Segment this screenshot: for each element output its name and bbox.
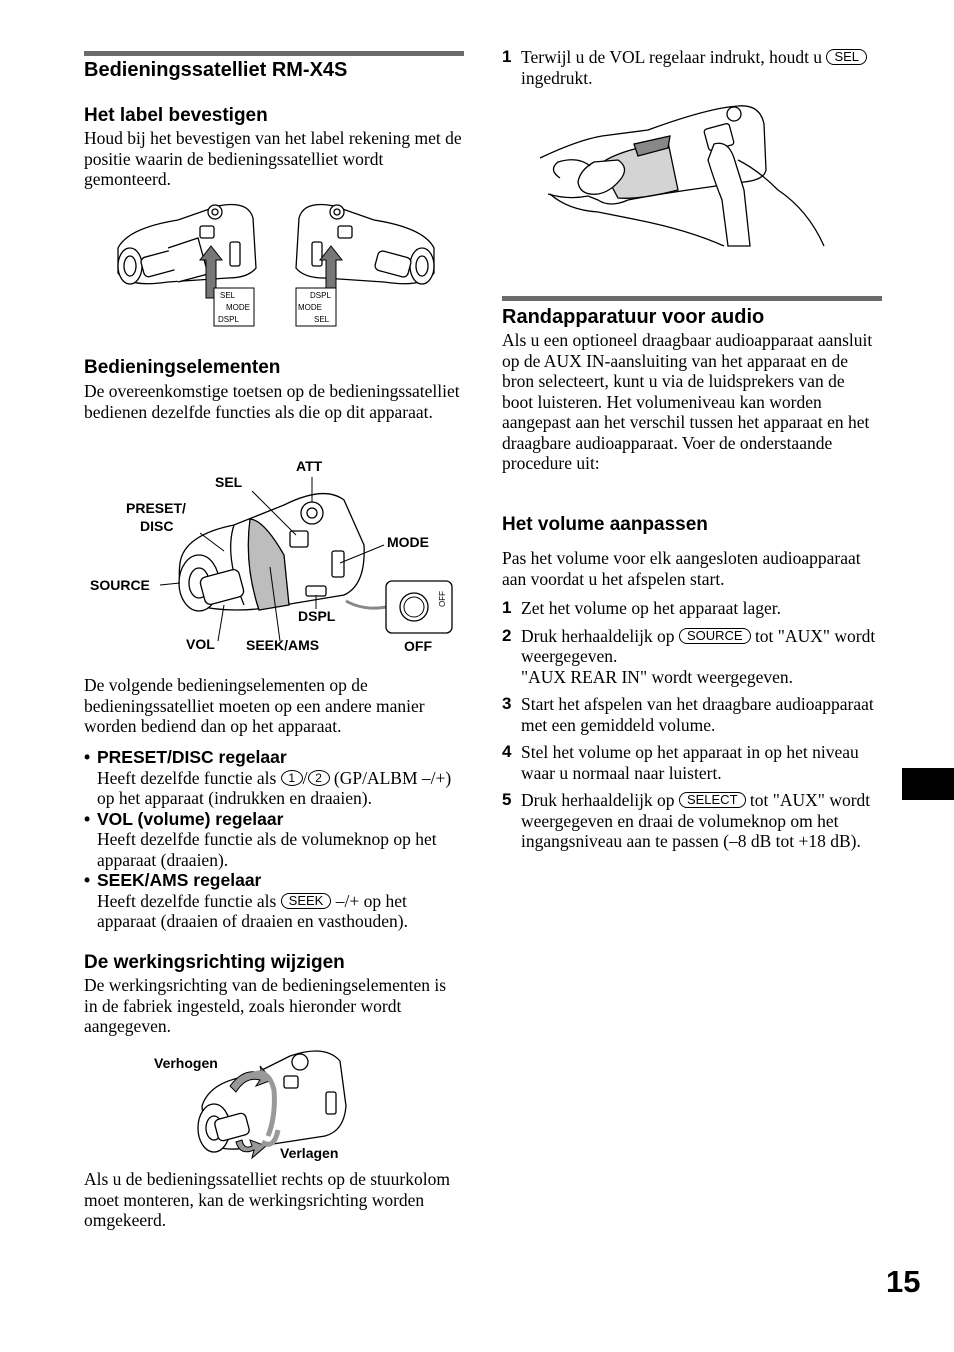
- step-number: 3: [502, 694, 512, 713]
- bullet-preset-text: Heeft dezelfde functie als 1 / 2 (GP/ALBM –/+) op het apparaat (indrukken en draaien).: [97, 767, 452, 808]
- bullet-preset-title: PRESET/DISC regelaar: [97, 747, 287, 767]
- volume-step-5: 5 Druk herhaaldelijk op SELECT tot "AUX" wordt weergegeven en draai de volumeknop om het ingangsniveau aan te passen (–8 dB tot +18 dB).: [502, 790, 871, 851]
- bullet-seek-text: Heeft dezelfde functie als SEEK –/+ op het apparaat (draaien of draaien en vasthouden).: [97, 890, 408, 931]
- tag-right-sel: SEL: [314, 315, 330, 324]
- label-verhogen: Verhogen: [154, 1055, 218, 1071]
- hand-figure: [538, 100, 838, 250]
- tag-right-dspl: DSPL: [310, 291, 331, 300]
- satellite-left-drawing: [118, 205, 256, 285]
- volume-step-1: 1 Zet het volume op het apparaat lager.: [502, 598, 781, 618]
- label-figure: [108, 198, 444, 330]
- step-number: 5: [502, 790, 512, 809]
- label-mode: MODE: [387, 534, 429, 550]
- step-number: 1: [502, 598, 512, 617]
- aux-paragraph: Als u een optioneel draagbaar audioapparaat aansluit op de AUX IN-aansluiting van het apparaat en de bron selecteert, kunt u via de luidsprekers van de boot luisteren. Het volumeniveau kan worden aangepast aan het verschil tussen het apparaat en het draagbare audioapparaat. Voer de onderstaande procedure uit:: [502, 330, 873, 473]
- label-seek: SEEK/AMS: [246, 637, 320, 653]
- volume-step-2: 2 Druk herhaaldelijk op SOURCE tot "AUX" wordt weergegeven. "AUX REAR IN" wordt weergegeven.: [502, 625, 876, 687]
- button-1-icon: 1: [281, 770, 303, 786]
- step-number: 2: [502, 625, 512, 645]
- volume-step-3: 3 Start het afspelen van het draagbare audioapparaat met een gemiddeld volume.: [502, 694, 874, 735]
- seek-button-icon: SEEK: [281, 893, 332, 909]
- volume-steps: [502, 598, 880, 859]
- sel-button-icon: SEL: [826, 49, 867, 65]
- label-vol: VOL: [186, 636, 215, 652]
- controls-paragraph: De overeenkomstige toetsen op de bedieningssatelliet bedienen dezelfde functies als die op dit apparaat.: [84, 381, 460, 422]
- section-title-satellite: Bedieningssatelliet RM-X4S: [84, 59, 348, 81]
- off-small-label: OFF: [438, 591, 447, 607]
- label-dspl: DSPL: [298, 608, 336, 624]
- bullet-dot: •: [84, 870, 91, 890]
- bullet-vol: [84, 809, 464, 871]
- step-press-sel: 1 Terwijl u de VOL regelaar indrukt, houdt u SEL ingedrukt.: [502, 47, 882, 95]
- step-number: 1: [502, 47, 512, 66]
- direction-paragraph: De werkingsrichting van de bedieningselementen is in de fabriek ingesteld, zoals hieronder wordt aangegeven.: [84, 975, 447, 1036]
- label-sel: SEL: [215, 474, 243, 490]
- difference-paragraph: De volgende bedieningselementen op de bedieningssatelliet moeten op een andere manier worden bediend dan op het apparaat.: [84, 675, 425, 736]
- select-button-icon: SELECT: [679, 792, 746, 808]
- bullet-vol-text: Heeft dezelfde functie als de volumeknop op het apparaat (draaien).: [97, 829, 437, 870]
- bullet-seek: [84, 870, 464, 932]
- label-paragraph: Houd bij het bevestigen van het label rekening met de positie waarin de bedieningssatelliet wordt gemonteerd.: [84, 128, 462, 189]
- reverse-paragraph: Als u de bedieningssatelliet rechts op de stuurkolom moet monteren, kan de werkingsrichting worden omgekeerd.: [84, 1169, 450, 1230]
- bullet-preset: [84, 747, 464, 809]
- label-off: OFF: [404, 638, 432, 654]
- section-rule-right: [502, 296, 882, 301]
- satellite-right-drawing: [296, 205, 434, 285]
- section-tab-marker: [902, 768, 954, 800]
- tag-left-dspl: DSPL: [218, 315, 239, 324]
- label-disc: DISC: [140, 518, 174, 534]
- bullet-seek-title: SEEK/AMS regelaar: [97, 870, 262, 890]
- volume-step-4: 4 Stel het volume op het apparaat in op het niveau waar u normaal naar luistert.: [502, 742, 859, 783]
- heading-volume: Het volume aanpassen: [502, 514, 708, 535]
- bullet-dot: •: [84, 808, 91, 829]
- section-rule-left: [84, 51, 464, 56]
- tag-right-mode: MODE: [298, 303, 322, 312]
- bullet-dot: •: [84, 747, 91, 767]
- label-att: ATT: [296, 458, 323, 474]
- heading-controls: Bedieningselementen: [84, 357, 281, 378]
- page-number: 15: [886, 1264, 921, 1299]
- bullet-vol-title: VOL (volume) regelaar: [97, 808, 284, 829]
- volume-paragraph: Pas het volume voor elk aangesloten audioapparaat aan voordat u het afspelen start.: [502, 548, 861, 589]
- button-2-icon: 2: [308, 770, 330, 786]
- label-source: SOURCE: [90, 577, 150, 593]
- label-verlagen: Verlagen: [280, 1145, 339, 1161]
- direction-figure: [150, 1046, 360, 1166]
- heading-label: Het label bevestigen: [84, 105, 268, 126]
- label-preset: PRESET/: [126, 500, 186, 516]
- source-button-icon: SOURCE: [679, 628, 751, 644]
- section-title-aux: Randapparatuur voor audio: [502, 306, 765, 328]
- step-number: 4: [502, 742, 512, 761]
- heading-direction: De werkingsrichting wijzigen: [84, 952, 345, 973]
- tag-left-mode: MODE: [226, 303, 250, 312]
- tag-left-sel: SEL: [220, 291, 236, 300]
- bullet-list: [84, 747, 464, 932]
- controls-figure: [84, 455, 464, 660]
